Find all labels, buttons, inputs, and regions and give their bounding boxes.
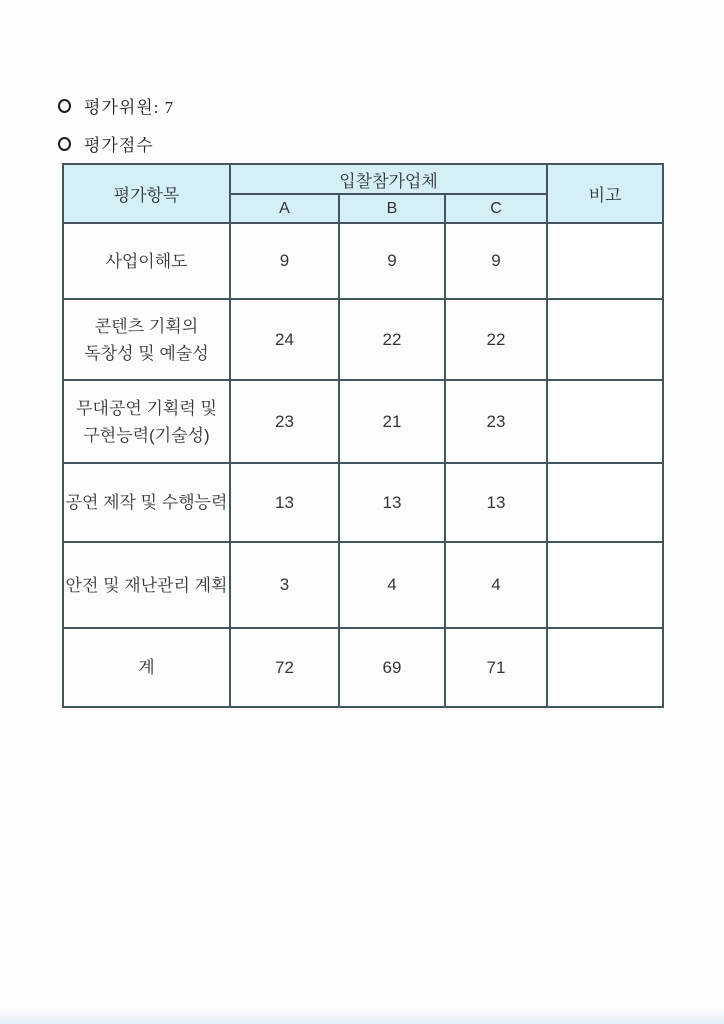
header-row-top	[63, 164, 663, 194]
total-cell-a: 72	[230, 628, 339, 707]
remark-cell	[547, 628, 663, 707]
score-cell-c: 23	[445, 380, 547, 463]
evaluation-score-table	[62, 163, 664, 708]
column-header-company-a: A	[230, 194, 339, 223]
score-cell-c: 9	[445, 223, 547, 299]
column-header-item: 평가항목	[63, 164, 230, 223]
score-cell-a: 9	[230, 223, 339, 299]
table-row	[63, 380, 663, 463]
total-cell-b: 69	[339, 628, 445, 707]
score-cell-b: 9	[339, 223, 445, 299]
row-label-line: 안전 및 재난관리 계획	[65, 575, 228, 595]
table-row-total	[63, 628, 663, 707]
remark-cell	[547, 463, 663, 542]
evaluation-score-label: 평가점수	[84, 136, 154, 155]
evaluation-score-line	[58, 131, 154, 156]
table-row	[63, 542, 663, 628]
row-label-total	[63, 628, 230, 707]
evaluator-count-line	[58, 93, 174, 118]
row-label-line: 콘텐츠 기획의	[94, 316, 199, 336]
score-cell-b: 4	[339, 542, 445, 628]
score-cell-c: 13	[445, 463, 547, 542]
row-label	[63, 299, 230, 380]
column-header-bidders-group: 입찰참가업체	[230, 164, 547, 194]
column-header-company-b: B	[339, 194, 445, 223]
score-cell-c: 4	[445, 542, 547, 628]
row-label-line: 독창성 및 예술성	[84, 343, 209, 363]
column-header-remarks: 비고	[547, 164, 663, 223]
column-header-company-c: C	[445, 194, 547, 223]
row-label	[63, 463, 230, 542]
table-row	[63, 299, 663, 380]
row-label	[63, 223, 230, 299]
score-cell-b: 21	[339, 380, 445, 463]
total-cell-c: 71	[445, 628, 547, 707]
row-label	[63, 380, 230, 463]
remark-cell	[547, 542, 663, 628]
table-row	[63, 223, 663, 299]
evaluator-count-label: 평가위원: 7	[84, 98, 175, 117]
score-cell-b: 22	[339, 299, 445, 380]
circle-bullet-icon	[58, 99, 71, 113]
score-cell-a: 13	[230, 463, 339, 542]
row-label-line: 무대공연 기획력 및	[76, 398, 217, 418]
score-cell-c: 22	[445, 299, 547, 380]
score-cell-a: 24	[230, 299, 339, 380]
table-row	[63, 463, 663, 542]
remark-cell	[547, 299, 663, 380]
scan-edge-artifact	[0, 1008, 724, 1024]
row-label	[63, 542, 230, 628]
circle-bullet-icon	[58, 137, 71, 151]
remark-cell	[547, 380, 663, 463]
remark-cell	[547, 223, 663, 299]
score-cell-a: 3	[230, 542, 339, 628]
score-cell-a: 23	[230, 380, 339, 463]
row-label-line: 사업이해도	[105, 251, 188, 271]
score-cell-b: 13	[339, 463, 445, 542]
row-label-line: 계	[138, 658, 155, 677]
row-label-line: 공연 제작 및 수행능력	[65, 493, 228, 512]
row-label-line: 구현능력(기술성)	[83, 425, 210, 445]
